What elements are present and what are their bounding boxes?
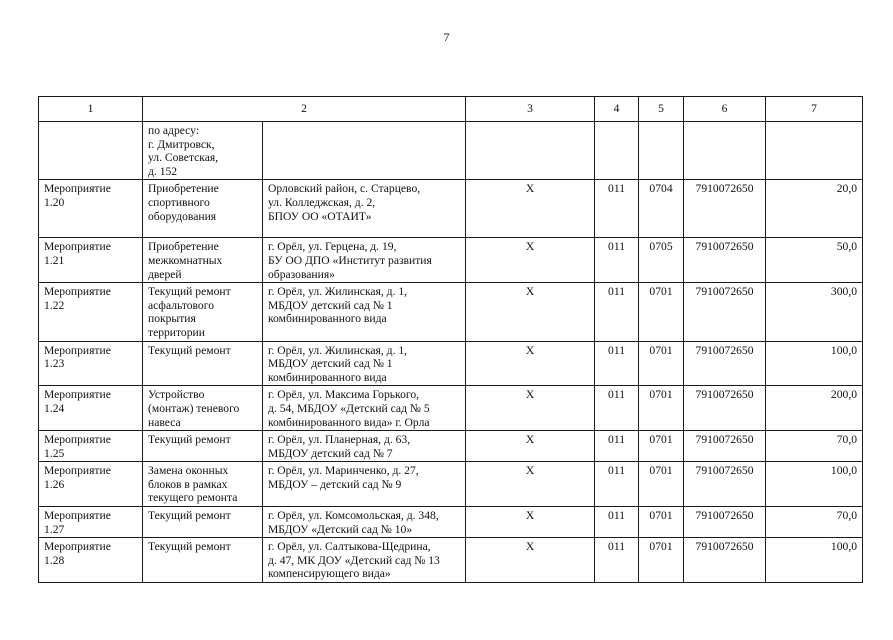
cell-col5: 0701 [639,431,684,462]
table-row [39,538,863,583]
cell-col7: 300,0 [766,283,863,341]
table-row [39,180,863,238]
cell-col7: 50,0 [766,238,863,283]
table-row [39,341,863,386]
cell-address: г. Орёл, ул. Салтыкова-Щедрина, д. 47, МК ДОУ «Детский сад № 13 компенсирующего вида» [263,538,466,583]
cell-name: Приобретение межкомнатных дверей [143,238,263,283]
header-col-2: 2 [143,97,466,122]
cell-col3: Х [466,431,595,462]
cell-col7: 200,0 [766,386,863,431]
cell-col4: 011 [595,538,639,583]
cell-col4: 011 [595,341,639,386]
cell-measure: Мероприятие 1.20 [39,180,143,238]
cell-name: Текущий ремонт [143,507,263,538]
cell-measure [39,122,143,180]
cell-address: г. Орёл, ул. Жилинская, д. 1, МБДОУ детский сад № 1 комбинированного вида [263,283,466,341]
cell-col6: 7910072650 [684,507,766,538]
cell-col6: 7910072650 [684,431,766,462]
cell-empty [263,122,466,180]
cell-col5: 0701 [639,462,684,507]
cell-measure: Мероприятие 1.22 [39,283,143,341]
cell-name: Текущий ремонт асфальтового покрытия территории [143,283,263,341]
cell-col5: 0701 [639,538,684,583]
cell-col3 [466,122,595,180]
cell-col4: 011 [595,462,639,507]
page-number: 7 [443,30,450,44]
header-col-7: 7 [766,97,863,122]
cell-name: Устройство (монтаж) теневого навеса [143,386,263,431]
cell-col6 [684,122,766,180]
cell-col6: 7910072650 [684,238,766,283]
header-row [39,97,863,122]
cell-col5: 0701 [639,386,684,431]
cell-col6: 7910072650 [684,180,766,238]
cell-col5: 0705 [639,238,684,283]
cell-col4: 011 [595,180,639,238]
cell-col7: 100,0 [766,341,863,386]
header-col-1: 1 [39,97,143,122]
cell-col3: Х [466,180,595,238]
cell-col3: Х [466,386,595,431]
cell-address: Орловский район, с. Старцево, ул. Колледжская, д. 2, БПОУ ОО «ОТАИТ» [263,180,466,238]
cell-address: по адресу: г. Дмитровск, ул. Советская, д. 152 [143,122,263,180]
cell-col6: 7910072650 [684,386,766,431]
cell-col3: Х [466,507,595,538]
cell-col5: 0704 [639,180,684,238]
cell-col4: 011 [595,431,639,462]
cell-address: г. Орёл, ул. Герцена, д. 19, БУ ОО ДПО «Институт развития образования» [263,238,466,283]
header-col-5: 5 [639,97,684,122]
cell-col5 [639,122,684,180]
cell-address: г. Орёл, ул. Маринченко, д. 27, МБДОУ – детский сад № 9 [263,462,466,507]
measures-table [38,96,863,583]
cell-col3: Х [466,462,595,507]
cell-name: Приобретение спортивного оборудования [143,180,263,238]
cell-col5: 0701 [639,507,684,538]
cell-name: Замена оконных блоков в рамках текущего ремонта [143,462,263,507]
cell-col4: 011 [595,507,639,538]
table-row [39,283,863,341]
cell-measure: Мероприятие 1.24 [39,386,143,431]
table-row [39,238,863,283]
cell-col6: 7910072650 [684,538,766,583]
header-col-3: 3 [466,97,595,122]
cell-name: Текущий ремонт [143,431,263,462]
cell-measure: Мероприятие 1.25 [39,431,143,462]
cell-col3: Х [466,238,595,283]
cell-col4: 011 [595,283,639,341]
cell-col7: 70,0 [766,431,863,462]
cell-col6: 7910072650 [684,283,766,341]
cell-name: Текущий ремонт [143,538,263,583]
header-col-4: 4 [595,97,639,122]
table-row [39,507,863,538]
cell-col7: 70,0 [766,507,863,538]
cell-col7: 100,0 [766,538,863,583]
cell-col6: 7910072650 [684,462,766,507]
cell-col3: Х [466,341,595,386]
cell-col5: 0701 [639,341,684,386]
cell-col7: 20,0 [766,180,863,238]
cell-address: г. Орёл, ул. Жилинская, д. 1, МБДОУ детский сад № 1 комбинированного вида [263,341,466,386]
cell-col6: 7910072650 [684,341,766,386]
table-row [39,462,863,507]
cell-address: г. Орёл, ул. Планерная, д. 63, МБДОУ детский сад № 7 [263,431,466,462]
cell-measure: Мероприятие 1.27 [39,507,143,538]
cell-measure: Мероприятие 1.21 [39,238,143,283]
continuation-row [39,122,863,180]
cell-name: Текущий ремонт [143,341,263,386]
cell-col7: 100,0 [766,462,863,507]
header-col-6: 6 [684,97,766,122]
table-row [39,386,863,431]
cell-col4: 011 [595,238,639,283]
cell-col4 [595,122,639,180]
cell-col4: 011 [595,386,639,431]
cell-col3: Х [466,283,595,341]
cell-measure: Мероприятие 1.26 [39,462,143,507]
cell-measure: Мероприятие 1.23 [39,341,143,386]
cell-address: г. Орёл, ул. Максима Горького, д. 54, МБДОУ «Детский сад № 5 комбинированного вида» г. Орла [263,386,466,431]
cell-address: г. Орёл, ул. Комсомольская, д. 348, МБДОУ «Детский сад № 10» [263,507,466,538]
table-row [39,431,863,462]
cell-col5: 0701 [639,283,684,341]
cell-col3: Х [466,538,595,583]
cell-measure: Мероприятие 1.28 [39,538,143,583]
cell-col7 [766,122,863,180]
